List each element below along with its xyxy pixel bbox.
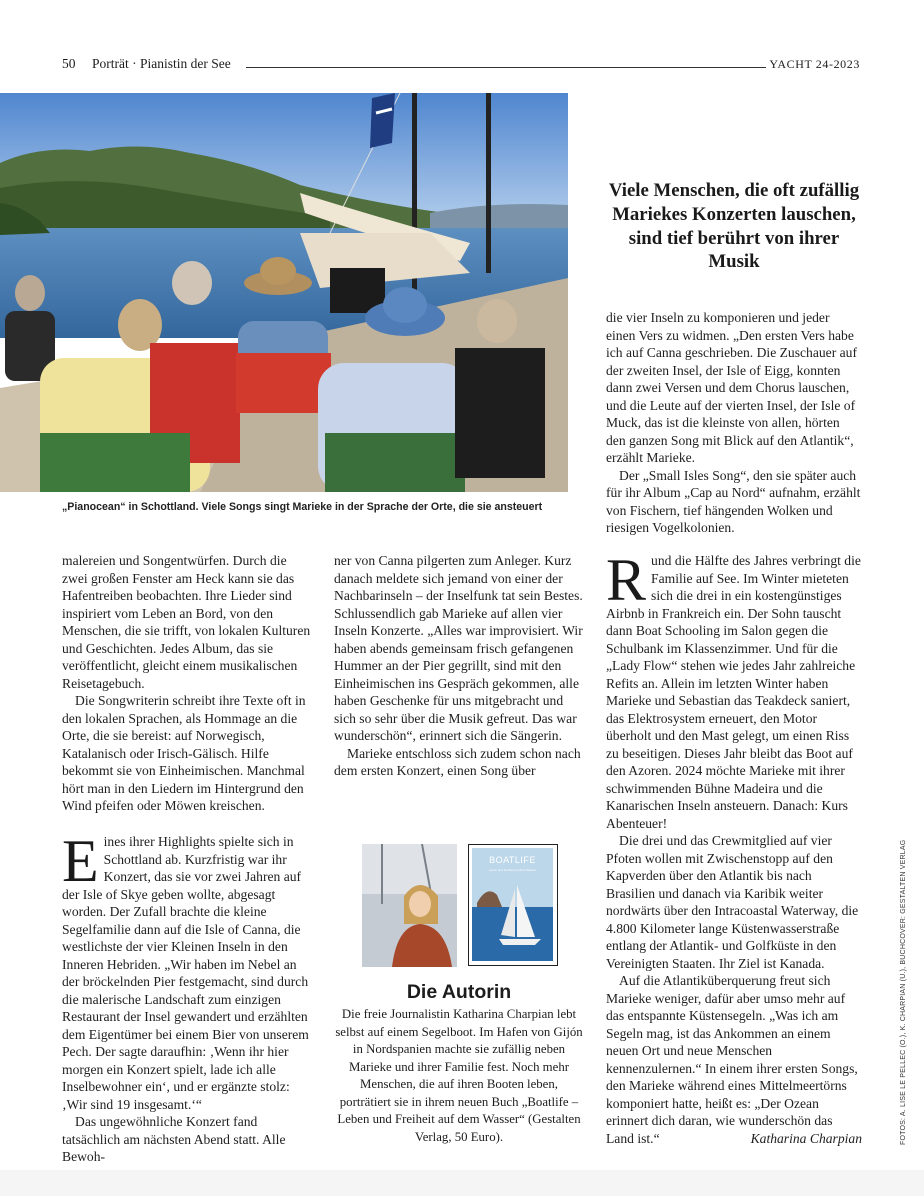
book-subtitle: Leben und Freiheit auf dem Wasser — [488, 868, 537, 872]
concert-photo — [0, 93, 568, 492]
pull-quote: Viele Menschen, die oft zufällig Mariekes Konzerten lauschen, sind tief berührt von ihrer Musik — [608, 180, 860, 273]
paragraph — [606, 972, 862, 1147]
book-cover — [468, 844, 558, 966]
section-title: Porträt · Pianistin der See — [92, 56, 231, 71]
column-2 — [334, 552, 584, 780]
author-photo — [362, 844, 457, 967]
column-3-lower — [606, 547, 862, 1147]
paragraph: Der „Small Isles Song“, den sie später auch für ihr Album „Cap au Nord“ aufnahm, erzählt von Fischern, tief hängenden Wolken und riesigen Vogelkolonien. — [606, 467, 861, 535]
book-title: BOATLIFE — [489, 855, 536, 865]
paragraph: Marieke entschloss sich zudem schon nach dem ersten Konzert, einen Song über — [334, 745, 581, 778]
paragraph: Das ungewöhnliche Konzert fand tatsächlich am nächsten Abend statt. Alle Bewoh- — [62, 1114, 286, 1164]
author-box-text: Die freie Journalistin Katharina Charpian lebt selbst auf einem Segelboot. Im Hafen von Gijón in Nordspanien machte sie zufällig neben Marieke und ihrer Familie fest. Noch mehr Menschen, die auf ihren Booten leben, porträtiert sie in ihrem neuen Buch „Boatlife – Leben und Freiheit auf dem Wasser“ (Gestalten Verlag, 50 Euro). — [335, 1007, 583, 1144]
drop-cap: E — [62, 828, 99, 894]
drop-cap: R — [606, 547, 647, 613]
paragraph: Die Songwriterin schreibt ihre Texte oft in den lokalen Sprachen, als Hommage an die Orte, die sie bereist: auf Norwegisch, Katalanisch oder Irisch-Gälisch. Hilfe bekommt sie von Einheimischen. Manchmal hört man in den Liedern im Hintergrund den Wind pfeifen oder Möwen kreischen. — [62, 693, 306, 813]
column-1 — [62, 552, 312, 815]
paragraph: die vier Inseln zu komponieren und jeder einen Vers zu widmen. „Den ersten Vers habe ich auf Canna geschrieben. Die Zuschauer auf der zweiten Insel, der Isle of Eigg, konnten dann zwei Versen und dem Chorus lauschen, und die Leute auf der vierten Insel, der Isle of Muck, das ist die kleinste von allen, hörten den ganzen Song mit Blick auf den Atlantik“, erzählt Marieke. — [606, 310, 857, 465]
photo-credits: FOTOS: A. LISE LE PELLEC (O.), K. CHARPIAN (U.), BUCHCOVER: GESTALTEN VERLAG — [900, 839, 907, 1145]
page-bottom-strip — [0, 1170, 924, 1196]
author-signature: Katharina Charpian — [750, 1130, 862, 1146]
paragraph-text: ines ihrer Highlights spielte sich in Schottland ab. Kurzfristig war ihr Konzert, das sie vor zwei Jahren auf der Isle of Skye geben wollte, abgesagt worden. Der Zufall brachte die kleine Segelfamilie dann auf die Isle of Canna, die westlichste der vier Kleinen Inseln in den Inneren Hebriden. „Wir haben im Nebel an der bröckelnden Pier festgemacht, sind durch die malerische Landschaft zum einzigen Restaurant der Insel gewandert und erzählten dem Eigentümer bei einem Bier von unserem Pech. Der sagte daraufhin: ‚Wenn ihr hier morgen ein Konzert spielt, lade ich alle Inselbewohner ein‘, und er ergänzte stolz: ‚Wir sind 19 insgesamt.‘“ — [62, 834, 309, 1112]
column-3-upper — [606, 309, 862, 537]
page-number: 50 — [62, 56, 76, 71]
column-1-lower — [62, 828, 312, 1166]
issue-label: YACHT 24-2023 — [769, 57, 860, 71]
photo-caption: „Pianocean“ in Schottland. Viele Songs singt Marieke in der Sprache der Orte, die sie ansteuert — [62, 501, 543, 513]
header-rule — [246, 67, 766, 68]
paragraph-with-dropcap — [62, 828, 312, 1113]
paragraph: malereien und Songentwürfen. Durch die zwei großen Fenster am Heck kann sie das Hafentreiben beobachten. Ihre Lieder sind inspiriert vom Leben an Bord, von den Menschen, die sie trifft, von lokalen Kulturen und Geschichten. Jedes Album, das sie veröffentlicht, gleicht einem musikalischen Reisetagebuch. — [62, 553, 311, 691]
paragraph: ner von Canna pilgerten zum Anleger. Kurz danach meldete sich jemand von einer der Nachbarinseln – der Inselfunk tat sein Bestes. Schlussendlich gab Marieke auf allen vier Inseln Konzerte. „Alles war improvisiert. Wir haben abends gemeinsam frisch gefangenen Hummer an der Pier gegrillt, sind mit den Einheimischen ins Gespräch gekommen, alle haben Geschenke für uns mitgebracht und sich so sehr über die Musik gefreut. Das war wunderschön“, erinnert sich die Sängerin. — [334, 553, 583, 743]
page-header — [62, 56, 860, 72]
paragraph-text: und die Hälfte des Jahres verbringt die Familie auf See. Im Winter mieteten sich die drei in ein kostengünstiges Airbnb in Frankreich ein. Der Sohn tauscht dann Boat Schooling im Salon gegen die Schulbank im Klassenzimmer. Und für die „Lady Flow“ stehen wie jedes Jahr zahlreiche Refits an. Allein im letzten Winter haben Marieke und Sebastian das Teakdeck saniert, das Elektrosystem erneuert, den Motor überholt und den Mast gelegt, um einen Riss zu beseitigen. Dieses Jahr bleibt das Boot auf den Azoren. 2024 möchte Marieke mit ihrer schwimmenden Bühne Madeira und die Kanarischen Inseln ansteuern. Danach: Kurs Abenteuer! — [606, 553, 861, 831]
paragraph: Die drei und das Crewmitglied auf vier Pfoten wollen mit Zwischenstopp auf den Kapverden über den Atlantik bis nach Brasilien und danach via Karibik weiter nordwärts über den Intracoastal Waterway, die 4.800 Kilometer lange Küstenwasserstraße entlang der Atlantik- und Golfküste in den Vereinigten Staaten. Ihr Ziel ist Kanada. — [606, 833, 859, 971]
paragraph-text: Auf die Atlantiküberquerung freut sich Marieke weniger, dafür aber umso mehr auf das entspannte Küstensegeln. „Was ich am Segeln mag, ist das Ankommen an einem neuen Ort und neue Menschen kennenzulernen.“ In einem ihrer ersten Songs, den Marieke während eines Mittelmeertörns komponiert hatte, heißt es: „Der Ozean erinnert dich daran, wie wunderschön das Land ist.“ — [606, 973, 858, 1146]
author-box-title: Die Autorin — [406, 981, 512, 1003]
paragraph-with-dropcap — [606, 547, 862, 832]
